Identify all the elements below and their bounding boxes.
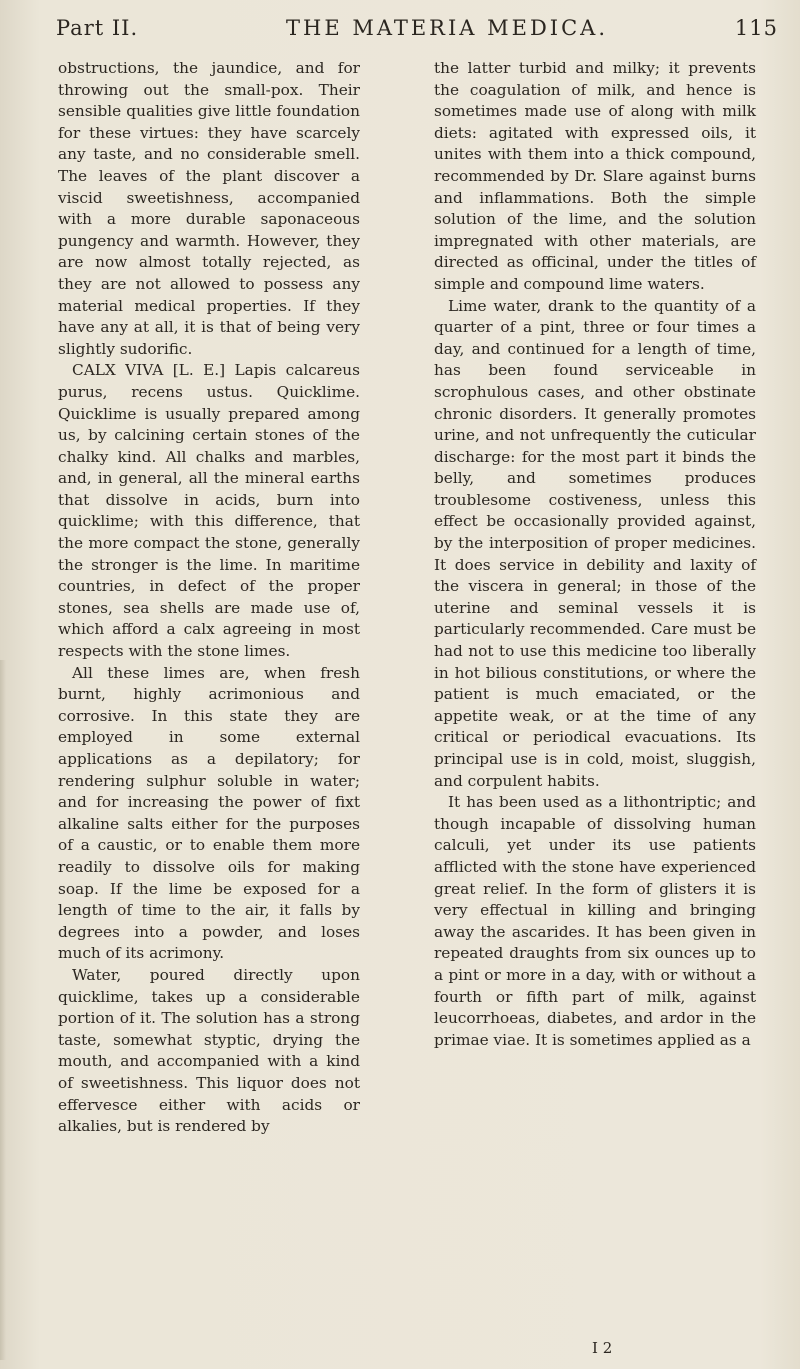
running-title: THE MATERIA MEDICA.	[286, 16, 609, 40]
page-edge-shadow	[0, 660, 6, 1360]
running-header	[56, 16, 778, 46]
left-column	[58, 58, 360, 1138]
part-label: Part II.	[56, 16, 139, 40]
paragraph: Water, poured directly upon quicklime, takes up a considerable portion of it. The solution has a strong taste, somewhat styptic, drying the mouth, and accompanied with a kind of sweetishness. This liquor does not effervesce either with acids or alkalies, but is rendered by	[58, 965, 360, 1136]
paragraph: Lime water, drank to the quantity of a quarter of a pint, three or four times a day, and continued for a length of time, has been found serviceable in scrophulous cases, and other obstinate chronic disorders. It generally promotes urine, and not unfrequently the cuticular discharge: for the most part it binds the belly, and sometimes produces troublesome costiveness, unless this effect be occasionally provided against, by the interposition of proper medicines. It does service in debility and laxity of the viscera in general; in those of the uterine and seminal vessels it is particularly recommended. Care must be had not to use this medicine too liberally in hot bilious constitutions, or where the patient is much emaciated, or the appetite weak, or at the time of any critical or periodical evacuations. Its principal use is in cold, moist, sluggish, and corpulent habits.	[434, 296, 756, 790]
paragraph: CALX VIVA [L. E.] Lapis calcareus purus, recens ustus. Quicklime. Quicklime is usually prepared among us, by calcining certain stones of the chalky kind. All chalks and marbles, and, in general, all the mineral earths that dissolve in acids, burn into quicklime; with this difference, that the more compact the stone, generally the stronger is the lime. In maritime countries, in defect of the proper stones, sea shells are made use of, which afford a calx agreeing in most respects with the stone limes.	[58, 361, 360, 661]
paragraph: obstructions, the jaundice, and for throwing out the small-pox. Their sensible qualities give little foundation for these virtues: they have scarcely any taste, and no considerable smell. The leaves of the plant discover a viscid sweetishness, accompanied with a more durable saponaceous pungency and warmth. However, they are now almost totally rejected, as they are not allowed to possess any material medical properties. If they have any at all, it is that of being very slightly sudorific.	[58, 59, 360, 358]
page-number: 115	[734, 16, 778, 40]
paragraph: It has been used as a lithontriptic; and though incapable of dissolving human calculi, yet under its use patients afflicted with the stone have experienced great relief. In the form of glisters it is very effectual in killing and bringing away the ascarides. It has been given in repeated draughts from six ounces up to a pint or more in a day, with or without a fourth or fifth part of milk, against leucorrhoeas, diabetes, and ardor in the primae viae. It is sometimes applied as a	[434, 793, 756, 1049]
paragraph: All these limes are, when fresh burnt, highly acrimonious and corrosive. In this state they are employed in some external applications as a depilatory; for rendering sulphur soluble in water; and for increasing the power of fixt alkaline salts either for the purposes of a caustic, or to enable them more readily to dissolve oils for making soap. If the lime be exposed for a length of time to the air, it falls by degrees into a powder, and loses much of its acrimony.	[58, 663, 360, 963]
right-column	[434, 58, 756, 1051]
paragraph: the latter turbid and milky; it prevents the coagulation of milk, and hence is sometimes made use of along with milk diets: agitated with expressed oils, it unites with them into a thick compound, recommended by Dr. Slare against burns and inflammations. Both the simple solution of the lime, and the solution impregnated with other materials, are directed as officinal, under the titles of simple and compound lime waters.	[434, 59, 756, 293]
signature-mark: I 2	[592, 1339, 613, 1357]
